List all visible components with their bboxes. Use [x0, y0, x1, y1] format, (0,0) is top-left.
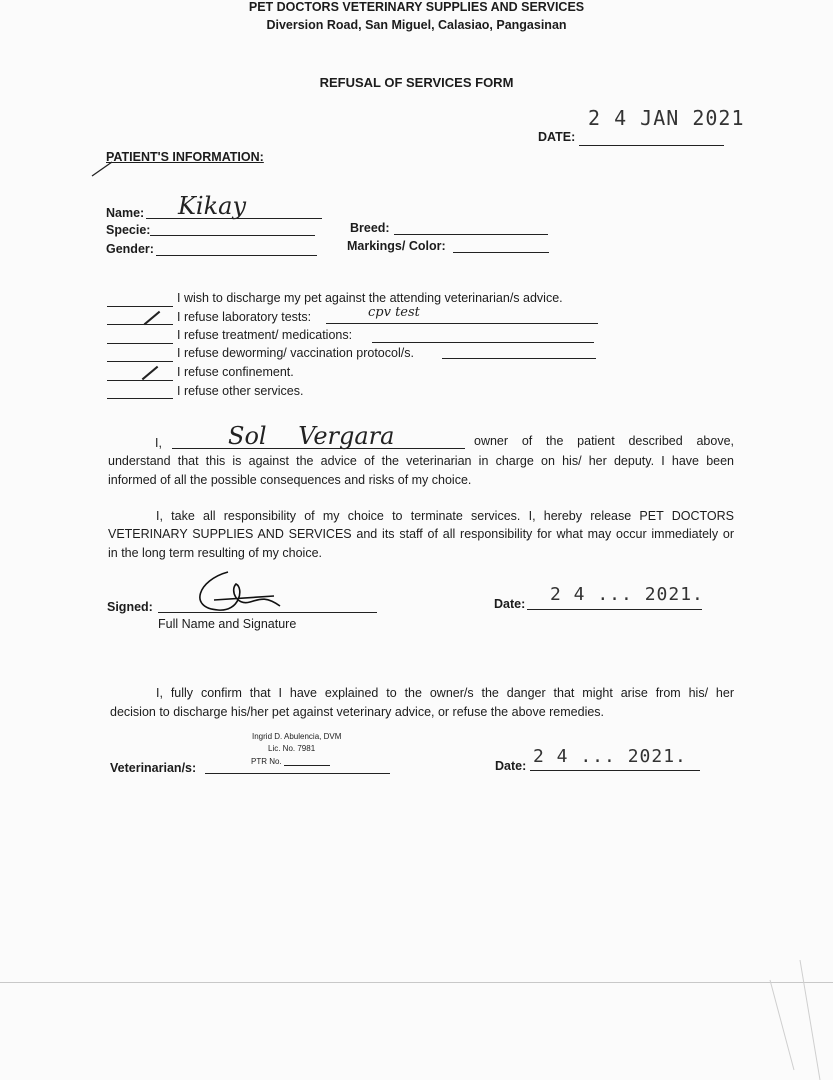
- date-label: DATE:: [538, 130, 576, 144]
- patient-section-title: PATIENT'S INFORMATION:: [106, 150, 264, 164]
- breed-field[interactable]: [394, 234, 548, 235]
- owner-statement-line1: owner of the patient described above,: [474, 434, 734, 448]
- paper-fold-lines: [760, 960, 833, 1080]
- markings-label: Markings/ Color:: [347, 239, 446, 253]
- form-title: REFUSAL OF SERVICES FORM: [319, 75, 514, 90]
- specie-field[interactable]: [150, 235, 315, 236]
- vet-stamp-name: Ingrid D. Abulencia, DVM: [252, 732, 342, 741]
- owner-statement-line2: understand that this is against the advice of the veterinarian in charge on his/ her deputy. I have been: [108, 454, 734, 468]
- option-blank[interactable]: [107, 306, 173, 307]
- vet-date-stamp: 2 4 ... 2021.: [533, 746, 687, 767]
- checkmark-icon: [142, 366, 159, 380]
- responsibility-line1: I, take all responsibility of my choice to terminate services. I, hereby release PET DOCTORS: [156, 509, 734, 523]
- company-name: PET DOCTORS VETERINARY SUPPLIES AND SERVICES: [248, 0, 585, 14]
- option-blank[interactable]: [107, 398, 173, 399]
- deworming-field[interactable]: [442, 358, 596, 359]
- gender-label: Gender:: [106, 242, 154, 256]
- vet-stamp-ptr: PTR No.: [251, 757, 282, 766]
- date-line[interactable]: [579, 145, 724, 146]
- option-text: I refuse other services.: [177, 384, 304, 398]
- option-blank[interactable]: [107, 343, 173, 344]
- owner-prefix: I,: [155, 436, 162, 450]
- full-name-signature-label: Full Name and Signature: [158, 617, 297, 631]
- option-blank[interactable]: [107, 380, 173, 381]
- pen-mark-icon: [90, 158, 114, 178]
- breed-label: Breed:: [350, 221, 390, 235]
- confirmation-line1: I, fully confirm that I have explained to the owner/s the danger that might arise from his/ her: [156, 686, 734, 700]
- option-blank[interactable]: [107, 324, 173, 325]
- signed-label: Signed:: [107, 600, 153, 614]
- owner-date-field[interactable]: [527, 609, 702, 610]
- owner-date-label: Date:: [494, 597, 526, 611]
- lab-tests-value: cpv test: [368, 305, 420, 320]
- vet-date-field[interactable]: [530, 770, 700, 771]
- option-text: I refuse confinement.: [177, 365, 294, 379]
- responsibility-line3: in the long term resulting of my choice.: [108, 546, 322, 560]
- vet-label: Veterinarian/s:: [110, 761, 197, 775]
- option-text: I refuse deworming/ vaccination protocol/s.: [177, 346, 414, 360]
- vet-stamp-license: Lic. No. 7981: [268, 744, 316, 753]
- vet-stamp-ptr-line: [284, 765, 330, 766]
- medications-field[interactable]: [372, 342, 594, 343]
- lab-tests-field[interactable]: [326, 323, 598, 324]
- option-blank[interactable]: [107, 361, 173, 362]
- owner-name-value: Sol Vergara: [228, 422, 395, 450]
- gender-field[interactable]: [156, 255, 317, 256]
- option-text: I refuse treatment/ medications:: [177, 328, 353, 342]
- option-text: I wish to discharge my pet against the attending veterinarian/s advice.: [177, 291, 563, 305]
- confirmation-line2: decision to discharge his/her pet against veterinary advice, or refuse the above remedies.: [110, 705, 605, 719]
- responsibility-line2: VETERINARY SUPPLIES AND SERVICES and its staff of all responsibility for what may occur immediately or: [108, 527, 734, 541]
- markings-field[interactable]: [453, 252, 549, 253]
- option-text: I refuse laboratory tests:: [177, 310, 312, 324]
- date-stamp-top: 2 4 JAN 2021: [588, 106, 745, 130]
- specie-label: Specie:: [106, 223, 151, 237]
- scan-edge-line: [0, 982, 833, 983]
- company-address: Diversion Road, San Miguel, Calasiao, Pangasinan: [266, 18, 567, 32]
- owner-statement-line3: informed of all the possible consequences and risks of my choice.: [108, 473, 472, 487]
- vet-date-label: Date:: [495, 759, 527, 773]
- owner-date-stamp: 2 4 ... 2021.: [550, 584, 704, 605]
- name-label: Name:: [106, 206, 145, 220]
- name-value: Kikay: [178, 192, 247, 220]
- vet-signature-field[interactable]: [205, 773, 390, 774]
